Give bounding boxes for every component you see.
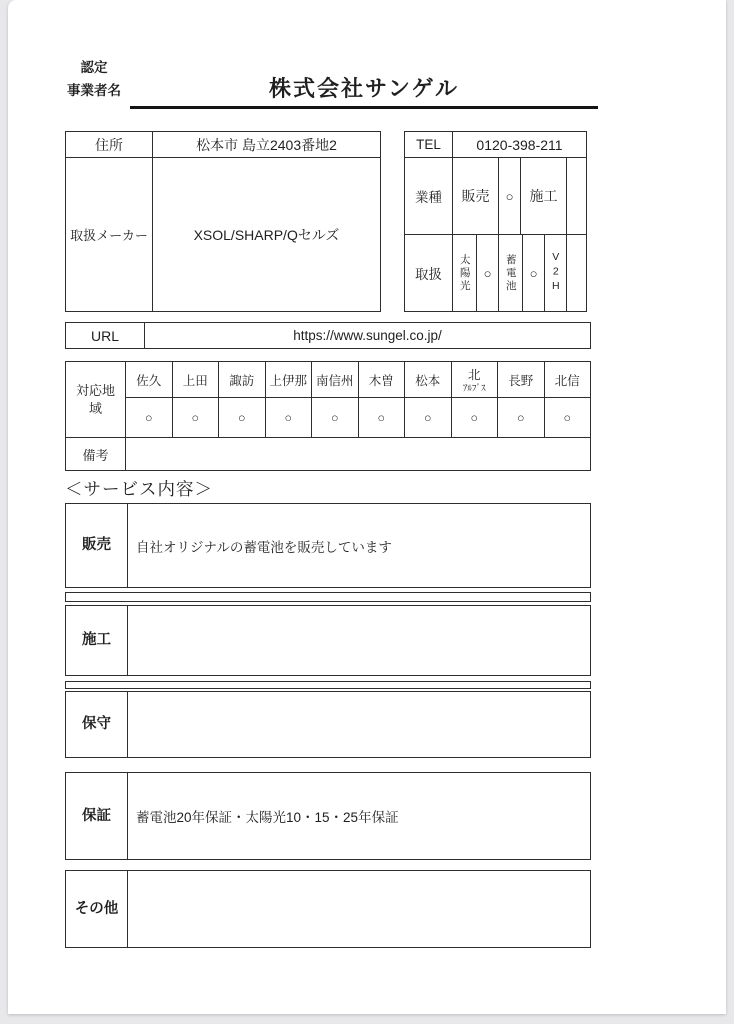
info-table-right [404, 131, 587, 312]
url-label: URL [66, 323, 145, 348]
remarks-label: 備考 [66, 438, 126, 470]
industry-label: 業種 [405, 158, 453, 234]
industry-option-sales: 販売 [453, 158, 499, 234]
region-table [65, 361, 591, 471]
region-name-sub: ｱﾙﾌﾟｽ [462, 383, 486, 393]
region-mark: ○ [173, 398, 220, 437]
address-label: 住所 [66, 132, 153, 157]
region-mark: ○ [563, 410, 572, 425]
service-label: 施工 [66, 606, 128, 675]
region-table-label: 対応地域 [66, 362, 126, 437]
region-mark: ○ [359, 398, 406, 437]
service-label: 保証 [66, 773, 128, 859]
handling-option-solar: 太陽光 [458, 253, 471, 293]
tel-label: TEL [405, 132, 453, 157]
company-name-underline [130, 106, 598, 109]
region-mark: ○ [452, 398, 499, 437]
service-value [128, 871, 590, 947]
region-mark: ○ [126, 398, 173, 437]
region-mark: ○ [405, 398, 452, 437]
url-row [65, 322, 591, 349]
service-value [128, 606, 590, 675]
tel-value: 0120-398-211 [476, 136, 563, 153]
industry-option-construction: 施工 [521, 158, 567, 234]
service-label: 保守 [66, 692, 128, 757]
service-row-maintenance [65, 691, 591, 758]
service-row-other [65, 870, 591, 948]
handling-option-battery: 蓄電池 [504, 253, 517, 293]
service-row-sales [65, 503, 591, 588]
region-name-north-alps: 北 ｱﾙﾌﾟｽ [452, 362, 499, 397]
region-name: 諏訪 [219, 362, 266, 397]
region-mark: ○ [498, 398, 545, 437]
service-label: その他 [66, 871, 128, 947]
spacer-strip [65, 681, 591, 689]
handling-battery-mark: ○ [523, 235, 545, 311]
info-table-left [65, 131, 381, 312]
handling-label: 取扱 [405, 235, 453, 311]
service-row-construction [65, 605, 591, 676]
maker-value: XSOL/SHARP/Qセルズ [193, 226, 340, 243]
service-row-warranty [65, 772, 591, 860]
services-section-title: ＜サービス内容＞ [65, 479, 213, 499]
region-mark: ○ [266, 398, 313, 437]
url-value: https://www.sungel.co.jp/ [293, 328, 442, 343]
region-name: 上伊那 [266, 362, 313, 397]
region-name: 長野 [498, 362, 545, 397]
region-name: 北信 [554, 373, 580, 388]
region-mark: ○ [312, 398, 359, 437]
region-name: 上田 [173, 362, 220, 397]
industry-sales-mark: ○ [499, 158, 521, 234]
industry-construction-mark [567, 158, 586, 234]
certification-label [62, 56, 126, 102]
certification-label-line1: 認定 [80, 60, 108, 75]
service-value: 蓄電池20年保証・太陽光10・15・25年保証 [136, 810, 399, 825]
region-name: 南信州 [312, 362, 359, 397]
handling-v2h-mark [567, 235, 586, 311]
service-value: 自社オリジナルの蓄電池を販売しています [136, 539, 392, 555]
service-value [128, 692, 590, 757]
handling-solar-mark: ○ [477, 235, 499, 311]
certification-label-line2: 事業者名 [67, 83, 121, 98]
address-value: 松本市 島立2403番地2 [196, 136, 337, 153]
document-page [8, 0, 726, 1014]
region-name: 佐久 [126, 362, 173, 397]
maker-label: 取扱メーカー [66, 158, 153, 311]
handling-option-v2h: V2H [549, 251, 562, 295]
spacer-strip [65, 592, 591, 602]
region-name: 松本 [405, 362, 452, 397]
region-mark: ○ [219, 398, 266, 437]
remarks-value [126, 438, 590, 470]
service-label: 販売 [66, 504, 128, 587]
company-name: 株式会社サンゲル [268, 76, 460, 101]
region-name: 木曽 [359, 362, 406, 397]
